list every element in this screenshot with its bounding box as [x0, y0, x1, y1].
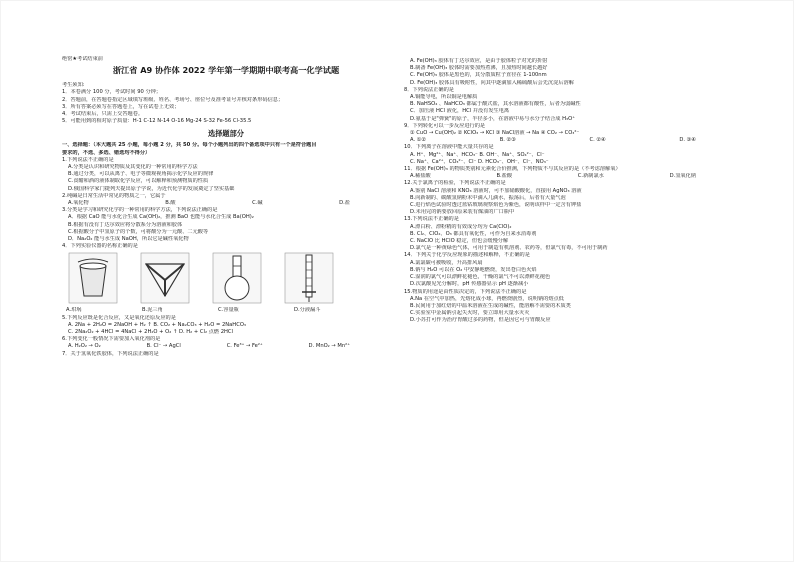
left-column — [62, 56, 390, 358]
question-line: C. NaClO 比 HClO 稳定，但也会缓慢分解 — [410, 238, 509, 245]
apparatus-row — [62, 252, 390, 306]
notice-heading: 考生须知: — [62, 82, 85, 89]
question-options — [404, 137, 736, 144]
notice-item: 2．答题前，在答题卷指定区域填写班级、姓名、考场号、座位号及准考证号并核对条形码信息； — [62, 96, 284, 103]
separatory-funnel-figure — [278, 252, 350, 306]
option: C.碱 — [252, 200, 263, 207]
question-line: B. NaHSO₄ 、NaHCO₃ 都属于酸式盐，其水溶液都有酸性，后者为弱碱性 — [410, 101, 581, 108]
option: C. ②④ — [589, 137, 606, 144]
question-line: C. 2Na₂O₂ + 4HCl = 4NaCl + 2H₂O + O₂ ↑ D. H₂ + Cl₂ 点燃 2HCl — [68, 329, 233, 336]
question-line: D.俄国科学家门捷列夫提出原子学说，为近代化学的发展奠定了坚实基础 — [68, 185, 235, 192]
question-line: D．Na₂O₂ 能与水生成 NaOH，所以它是碱性氧化物 — [68, 236, 189, 243]
question-line: B.制备 Fe(OH)₃ 胶体时需要加热煮沸，且加热时间越长越好 — [410, 65, 548, 72]
separatory-funnel-icon — [284, 252, 334, 304]
volumetric-flask-icon — [212, 252, 262, 304]
question-stem: 8．下列说法正确的是 — [404, 86, 454, 93]
question-options — [62, 200, 390, 207]
question-line: C.进行焰色试验时透过蓝钴玻璃观察焰色为紫色，说明该样中一定含有钾盐 — [410, 202, 582, 209]
question-options — [404, 173, 736, 180]
question-line: C. Fe(OH)₃ 胶体是黑色的，其分散质粒子直径在 1-100nm — [410, 72, 547, 79]
question-line: C.食醋和酒的液体制取化学反应，可以解释和预测物质的性质 — [68, 178, 209, 185]
question-stem: 12.关于氯离子的检验，下列说法不正确的是 — [404, 180, 506, 187]
option: A. ①② — [410, 137, 427, 144]
question-stem: 3.分类是学习和研究化学的一种常用的科学方法，下列说法正确的是 — [62, 207, 218, 214]
question-stem: 2.纯碱是日常生活中常见的物质之一，它属于 — [62, 192, 166, 199]
question-line: B.钠与 H₂O 可以在 O₂ 中安静地燃烧，发出苍白色火焰 — [410, 266, 537, 273]
question-stem: 10．下列离子在溶液中能大量共存的是 — [404, 144, 494, 151]
question-line: A．根据 CaO 能与水化合生成 Ca(OH)₂，推测 BaO 也能与水化合生成 Ba(OH)₂ — [68, 214, 254, 221]
section-intro: 要求的，不选、多选、错选均不得分） — [62, 149, 151, 156]
question-line: D.次氯酸见光分解时，pH 传感器显示 pH 逐渐减小 — [410, 281, 529, 288]
crucible-figure — [62, 252, 134, 306]
question-line: B.根据有没有丁达尔效应将分散系分为溶液和胶体 — [68, 221, 183, 228]
question-line: B.民间用于加红焙的中温米溶液在生成的碱性，能溶解不需要的木质类 — [410, 302, 571, 309]
question-stem: 7．关于氢氧化铁胶体，下列说法正确的是 — [62, 350, 159, 357]
option: B. Cl⁻ → AgCl — [146, 343, 181, 350]
question-stem: 11．根据 Fe(OH)₃ 的物质类别和元素化合价推测，下列物质不与其反应的是（不考虑溶解氧） — [404, 166, 621, 173]
question-line: A. H⁺、Mg²⁺、Na⁺、HCO₃⁻ B. OH⁻、Na⁺、SO₄²⁻、Cl⁻ — [410, 151, 545, 158]
notice-item: 4．考试结束后，只需上交答题卷。 — [62, 111, 144, 118]
question-line: ① CuO → Cu(OH)₂ ② KClO₃ → KCl ③ NaCl溶液 → Na ④ CO₂ → CO₃²⁻ — [410, 130, 580, 137]
question-line: B.通过分类，可以从离子、电子等微观视角揭示化学反应的规律 — [68, 171, 214, 178]
question-stem: 5.下列反应既是化合反应，又是氧化还原反应的是 — [62, 314, 176, 321]
question-stem: 14．下列关于化学反应现象的描述和解释，不正确的是 — [404, 252, 530, 259]
option: A.稀盐酸 — [410, 173, 431, 180]
option: C. Fe³⁺ → Fe²⁺ — [226, 343, 263, 350]
question-line: A.漂白粉、漂粉精的有效成分均为 Ca(ClO)₂ — [410, 223, 512, 230]
question-line: A. Fe(OH)₃ 胶体有丁达尔效应，是由于胶体粒子对光的折射 — [410, 58, 548, 64]
section-title: 选择题部分 — [208, 129, 244, 139]
clay-triangle-icon — [140, 252, 190, 304]
option: B. ②③ — [499, 137, 516, 144]
notice-item: 5．可能用到的相对原子质量：H-1 C-12 N-14 O-16 Mg-24 S-32 Fe-56 Cl-35.5 — [62, 118, 252, 125]
question-stem: 6.下列变化一般情况下需要加入氧化剂的是 — [62, 336, 161, 343]
question-stem: 15.物质的用途是由性质决定的，下列说法不正确的是 — [404, 288, 527, 295]
secret-mark: 绝密★考试结束前 — [62, 56, 103, 62]
question-line: A.分类是认识和研究物质及其变化的一种常用的科学方法 — [68, 164, 198, 171]
question-line: A.铜能导电，所以铜是电解质 — [410, 94, 478, 101]
option: D.盐 — [339, 200, 350, 207]
question-line: D. Fe(OH)₃ 胶体具有吸附性，向其中逐滴加入稀硫酸后会先沉淀后溶解 — [410, 79, 574, 86]
option: B.泥三角 — [142, 307, 163, 314]
option: C.新制氯水 — [577, 173, 604, 180]
notice-item: 1．本卷满分 100 分，考试时间 90 分钟； — [62, 89, 162, 96]
option: D.氢氧化钠 — [669, 173, 696, 180]
option: A.坩埚 — [66, 307, 82, 314]
question-line: D.小苏打可作为治疗胃酸过多的药物，但是因它可与胃酸反应 — [410, 317, 551, 324]
question-line: C.实验室中金属钠引起失火时，要立即用大量水灭灭 — [410, 310, 530, 317]
option: B.盐酸 — [496, 173, 513, 180]
question-line: B. Cl₂、ClO₂、O₃ 都具有氧化性，可作为自来水消毒剂 — [410, 230, 537, 237]
option: D.分液漏斗 — [294, 307, 321, 314]
question-stem: 9．下列转化可以一步反应进行的是 — [404, 122, 486, 129]
question-line: C.根据酸分子中氢原子的个数，可将酸分为一元酸、二元酸等 — [68, 228, 209, 235]
question-line: B.向新制的、碳酸氢钠粉末中滴入几滴水，振荡后，后者有大量气泡 — [410, 194, 566, 201]
page-title: 浙江省 A9 协作体 2022 学年第一学期期中联考高一化学试题 — [112, 65, 340, 76]
question-line: A.Na 在空气中加热，先熔化成小球，再燃烧剧烈，说明钠的熔点低 — [410, 295, 564, 302]
option: B.酸 — [165, 200, 176, 207]
question-line: C. Na⁺、Ca²⁺、CO₃²⁻、Cl⁻ D. HCO₃⁻、OH⁻、Cl⁻、NO₃⁻ — [410, 158, 549, 165]
question-options — [62, 343, 390, 350]
section-intro: 一、选择题：（本大题共 25 小题，每小题 2 分，共 50 分。每个小题列出的四个备选项中只有一个是符合题目 — [62, 142, 317, 149]
crucible-icon — [68, 252, 118, 304]
clay-triangle-figure — [134, 252, 206, 306]
question-line: A. 2Na + 2H₂O = 2NaOH + H₂ ↑ B. CO₂ + Na₂CO₃ + H₂O = 2NaHCO₃ — [68, 321, 246, 328]
question-stem: 13.下列说法不正确的是 — [404, 216, 459, 223]
option: A. H₂O₂ → O₂ — [68, 343, 101, 350]
notice-item: 3．所有答案必须写在答题卷上，写在试卷上无效； — [62, 103, 180, 110]
question-line: C.湿润的氯气可以漂鲜花褪色，干燥的氯气不可以漂鲜花褪色 — [410, 274, 551, 281]
question-line: D.氯气是一种黄绿色气体，可用于制造有机溶剂、农药等，但氯气有毒，不可用于制药 — [410, 245, 608, 252]
question-line: A.鉴别 NaCl 溶液和 KNO₃ 溶液时，可不加硝酸酸化，直接用 AgNO₃ 溶液 — [410, 187, 582, 194]
question-line: C．加压液 HCl 液化，HCl 并没有发生电离 — [410, 108, 510, 115]
question-line: D.氨基于是"弹簧"的原子，半径多小，在溶液中易与水分子结合成 H₃O⁺ — [410, 115, 575, 122]
apparatus-labels — [62, 307, 390, 314]
question-stem: 1.下列说法不正确的是 — [62, 156, 114, 163]
question-line: A.氯氯碳可被吸收，升高排风扇 — [410, 259, 483, 266]
volumetric-flask-figure — [206, 252, 278, 306]
option: C.容量瓶 — [218, 307, 239, 314]
question-line: D.未用完的钠要放回原来装有煤油的广口瓶中 — [410, 209, 515, 216]
right-column — [404, 58, 736, 325]
option: D. MnO₂ → Mn²⁺ — [308, 343, 350, 350]
option: D. ③④ — [679, 137, 696, 144]
option: A.氧化物 — [68, 200, 89, 207]
question-stem: 4．下列实验仪器的名称正确的是 — [62, 243, 138, 250]
